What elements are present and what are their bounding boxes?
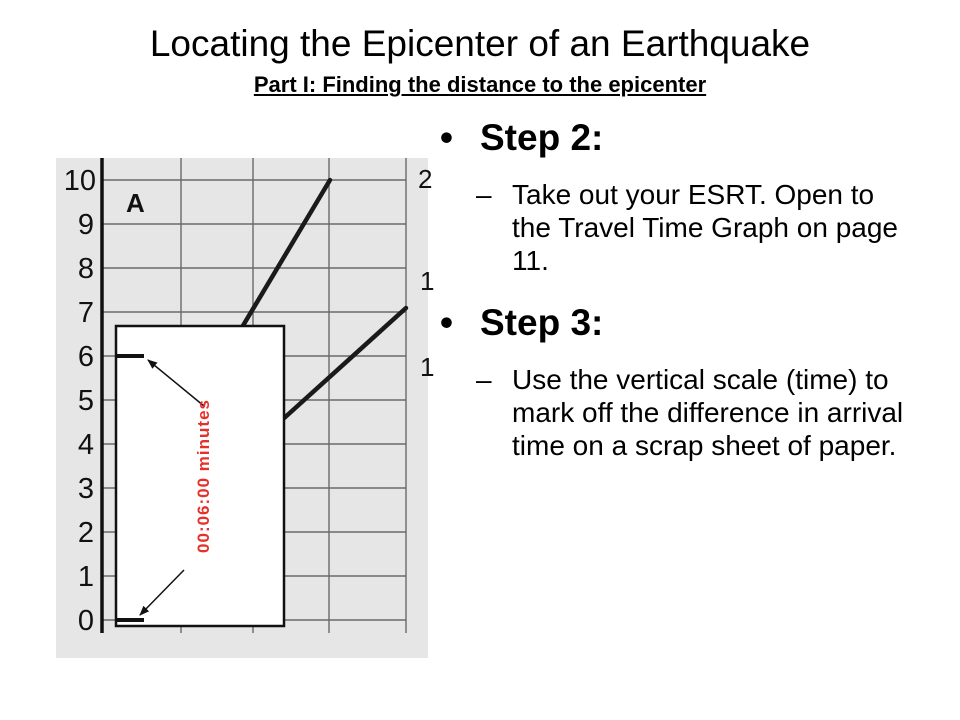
step-3-bullet: • [440, 302, 453, 343]
y-tick-label-9: 9 [77, 209, 94, 241]
y-tick-label-7: 7 [77, 297, 94, 329]
step-3-label: Step 3: [480, 302, 604, 343]
step-3-heading [436, 301, 956, 345]
time-difference-annotation: 00:06:00 minutes [194, 399, 213, 553]
right-edge-label-1: 2 [418, 164, 433, 194]
step-2-label: Step 2: [480, 117, 604, 158]
step-3-text: Use the vertical scale (time) to mark off the difference in arrival time on a scrap sheet of paper. [512, 364, 904, 461]
step-3-dash: – [476, 364, 492, 395]
y-tick-label-10: 10 [63, 165, 96, 197]
step-2-text: Take out your ESRT. Open to the Travel Time Graph on page 11. [512, 179, 898, 276]
travel-time-graph-figure [56, 158, 435, 658]
y-tick-label-3: 3 [77, 473, 94, 505]
y-tick-label-0: 0 [77, 605, 94, 637]
y-tick-label-5: 5 [77, 385, 94, 417]
right-edge-label-2: 1 [420, 266, 435, 296]
panel-label: A [126, 188, 145, 218]
y-tick-label-1: 1 [77, 561, 94, 593]
y-tick-label-8: 8 [77, 253, 94, 285]
right-edge-label-3: 1 [420, 352, 435, 382]
slide-title: Locating the Epicenter of an Earthquake [149, 23, 811, 64]
step-2-instruction [436, 178, 956, 277]
step-2-heading [436, 116, 956, 160]
step-3-instruction [436, 363, 956, 462]
y-tick-label-6: 6 [77, 341, 94, 373]
step-2-dash: – [476, 179, 492, 210]
slide-subtitle: Part I: Finding the distance to the epicenter [253, 72, 707, 97]
step-2-bullet: • [440, 117, 453, 158]
travel-time-graph [56, 158, 435, 658]
y-tick-label-2: 2 [77, 517, 94, 549]
steps-content [436, 108, 956, 462]
y-tick-label-4: 4 [77, 429, 94, 461]
